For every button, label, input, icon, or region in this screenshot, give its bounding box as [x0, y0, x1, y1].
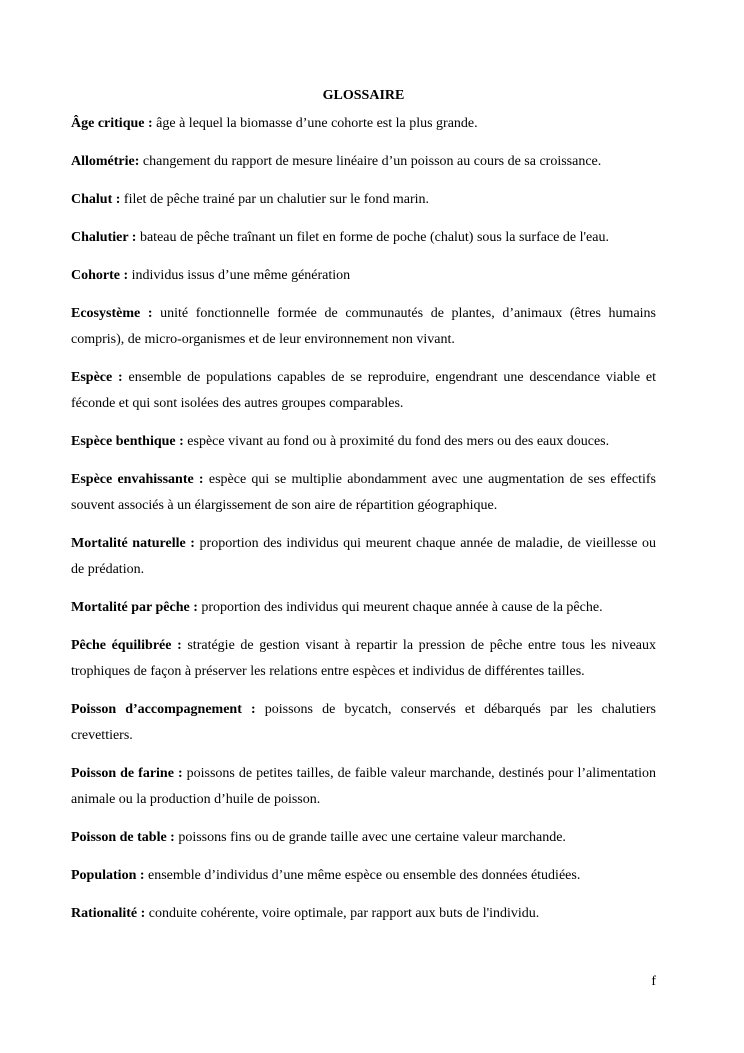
- glossary-term: Poisson de farine :: [71, 766, 183, 781]
- document-page: [71, 86, 656, 939]
- glossary-definition: unité fonctionnelle formée de communautés de plantes, d’animaux (êtres humains compris), de micro-organismes et de leur environnement non vivant.: [71, 306, 656, 347]
- glossary-entry: [71, 263, 656, 289]
- glossary-definition: changement du rapport de mesure linéaire d’un poisson au cours de sa croissance.: [142, 154, 602, 169]
- glossary-definition: poissons de petites tailles, de faible valeur marchande, destinés pour l’alimentation animale ou la production d’huile de poisson.: [71, 766, 657, 807]
- glossary-entry: [71, 595, 656, 621]
- glossary-term: Espèce envahissante :: [71, 472, 204, 487]
- glossary-entry: [71, 225, 656, 251]
- glossary-term: Allométrie:: [71, 154, 140, 169]
- glossary-definition: bateau de pêche traînant un filet en forme de poche (chalut) sous la surface de l'eau.: [139, 230, 609, 245]
- glossary-entry: [71, 901, 656, 927]
- glossary-definition: stratégie de gestion visant à repartir la pression de pêche entre tous les niveaux trophiques de façon à préserver les relations entre espèces et individus de différentes tailles.: [71, 638, 657, 679]
- glossary-entry: [71, 633, 656, 685]
- glossary-entry: [71, 761, 656, 813]
- glossary-term: Espèce :: [71, 370, 123, 385]
- glossary-term: Poisson d’accompagnement :: [71, 702, 256, 717]
- glossary-entry: [71, 187, 656, 213]
- glossary-entry: [71, 149, 656, 175]
- glossary-term: Mortalité par pêche :: [71, 600, 198, 615]
- glossary-entry: [71, 825, 656, 851]
- glossary-term: Âge critique :: [71, 116, 153, 131]
- glossary-definition: espèce vivant au fond ou à proximité du fond des mers ou des eaux douces.: [187, 434, 610, 449]
- glossary-definition: ensemble de populations capables de se reproduire, engendrant une descendance viable et féconde et qui sont isolées des autres groupes comparables.: [71, 370, 656, 411]
- glossary-term: Espèce benthique :: [71, 434, 184, 449]
- glossary-term: Poisson de table :: [71, 830, 175, 845]
- glossary-entry: [71, 111, 656, 137]
- glossary-definition: espèce qui se multiplie abondamment avec une augmentation de ses effectifs souvent associés à un élargissement de son aire de répartition géographique.: [71, 472, 656, 513]
- glossary-entry: [71, 863, 656, 889]
- glossary-list: [71, 111, 656, 927]
- glossary-term: Rationalité :: [71, 906, 146, 921]
- glossary-entry: [71, 429, 656, 455]
- glossary-term: Cohorte :: [71, 268, 129, 283]
- glossary-definition: poissons de bycatch, conservés et débarqués par les chalutiers crevettiers.: [71, 702, 657, 743]
- glossary-definition: âge à lequel la biomasse d’une cohorte est la plus grande.: [156, 116, 478, 131]
- page-title: GLOSSAIRE: [322, 88, 405, 103]
- glossary-definition: proportion des individus qui meurent chaque année à cause de la pêche.: [201, 600, 603, 615]
- glossary-term: Pêche équilibrée :: [71, 638, 182, 653]
- glossary-term: Chalut :: [71, 192, 121, 207]
- glossary-entry: [71, 301, 656, 353]
- page-number: f: [651, 974, 656, 989]
- glossary-term: Mortalité naturelle :: [71, 536, 195, 551]
- glossary-definition: poissons fins ou de grande taille avec une certaine valeur marchande.: [178, 830, 566, 845]
- glossary-definition: conduite cohérente, voire optimale, par rapport aux buts de l'individu.: [148, 906, 540, 921]
- glossary-term: Population :: [71, 868, 145, 883]
- glossary-definition: individus issus d’une même génération: [131, 268, 351, 283]
- glossary-definition: proportion des individus qui meurent chaque année de maladie, de vieillesse ou de prédation.: [71, 536, 657, 577]
- glossary-entry: [71, 531, 656, 583]
- glossary-entry: [71, 697, 656, 749]
- glossary-definition: ensemble d’individus d’une même espèce ou ensemble des données étudiées.: [148, 868, 581, 883]
- glossary-term: Ecosystème :: [71, 306, 153, 321]
- glossary-entry: [71, 365, 656, 417]
- glossary-definition: filet de pêche trainé par un chalutier sur le fond marin.: [123, 192, 430, 207]
- glossary-term: Chalutier :: [71, 230, 137, 245]
- glossary-entry: [71, 467, 656, 519]
